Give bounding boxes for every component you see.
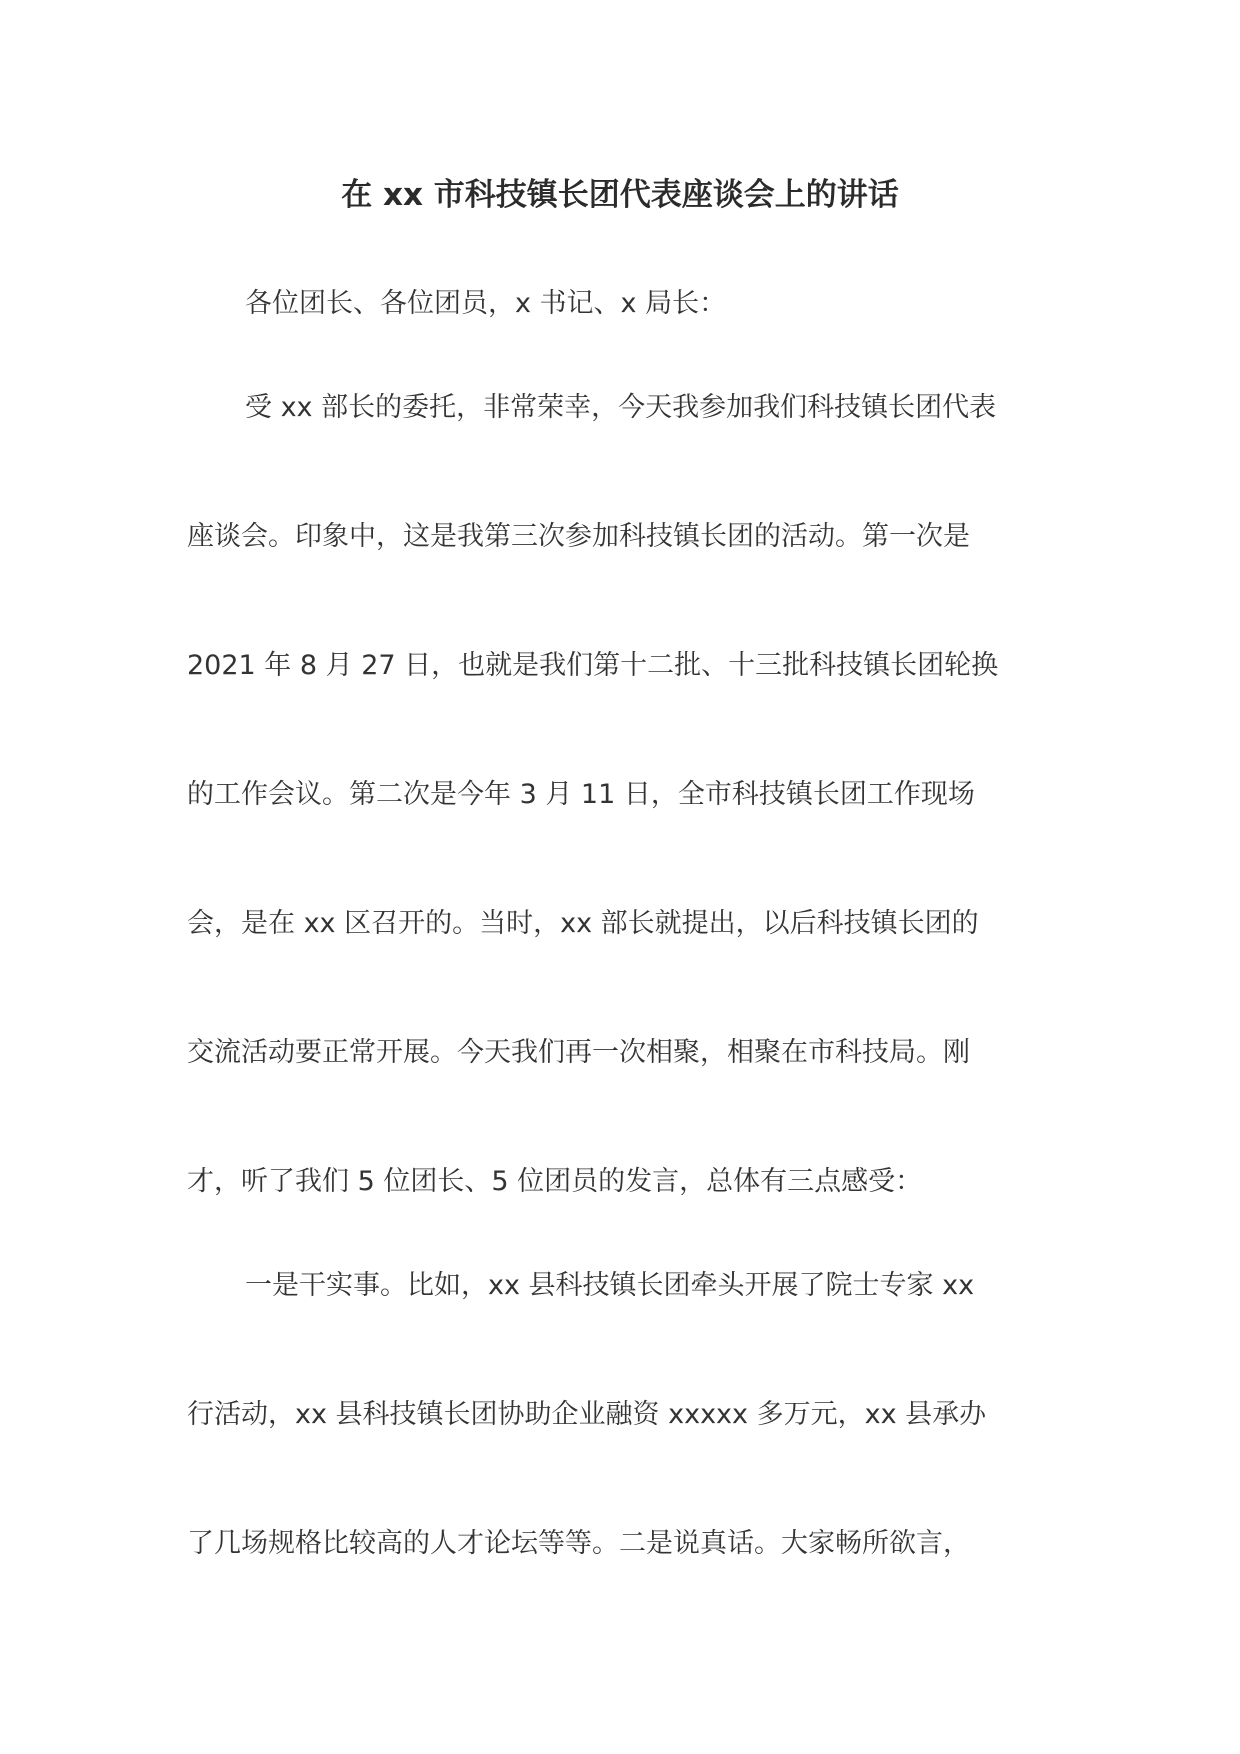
paragraph-line: 交流活动要正常开展。今天我们再一次相聚，相聚在市科技局。刚 (187, 1037, 970, 1068)
paragraph-line: 受 xx 部长的委托，非常荣幸，今天我参加我们科技镇长团代表 (245, 392, 997, 423)
document-title: 在 xx 市科技镇长团代表座谈会上的讲话 (341, 177, 899, 213)
paragraph-line: 会，是在 xx 区召开的。当时，xx 部长就提出，以后科技镇长团的 (187, 908, 979, 939)
paragraph-line: 的工作会议。第二次是今年 3 月 11 日，全市科技镇长团工作现场 (187, 779, 975, 810)
paragraph-line: 2021 年 8 月 27 日，也就是我们第十二批、十三批科技镇长团轮换 (187, 650, 999, 681)
paragraph-line: 座谈会。印象中，这是我第三次参加科技镇长团的活动。第一次是 (187, 521, 970, 552)
paragraph-line: 一是干实事。比如，xx 县科技镇长团牵头开展了院士专家 xx (245, 1270, 975, 1301)
paragraph-line: 了几场规格比较高的人才论坛等等。二是说真话。大家畅所欲言， (187, 1528, 970, 1559)
salutation-line: 各位团长、各位团员，x 书记、x 局长： (245, 288, 727, 319)
paragraph-line: 行活动，xx 县科技镇长团协助企业融资 xxxxx 多万元，xx 县承办 (187, 1399, 987, 1430)
paragraph-line: 才，听了我们 5 位团长、5 位团员的发言，总体有三点感受： (187, 1166, 923, 1197)
